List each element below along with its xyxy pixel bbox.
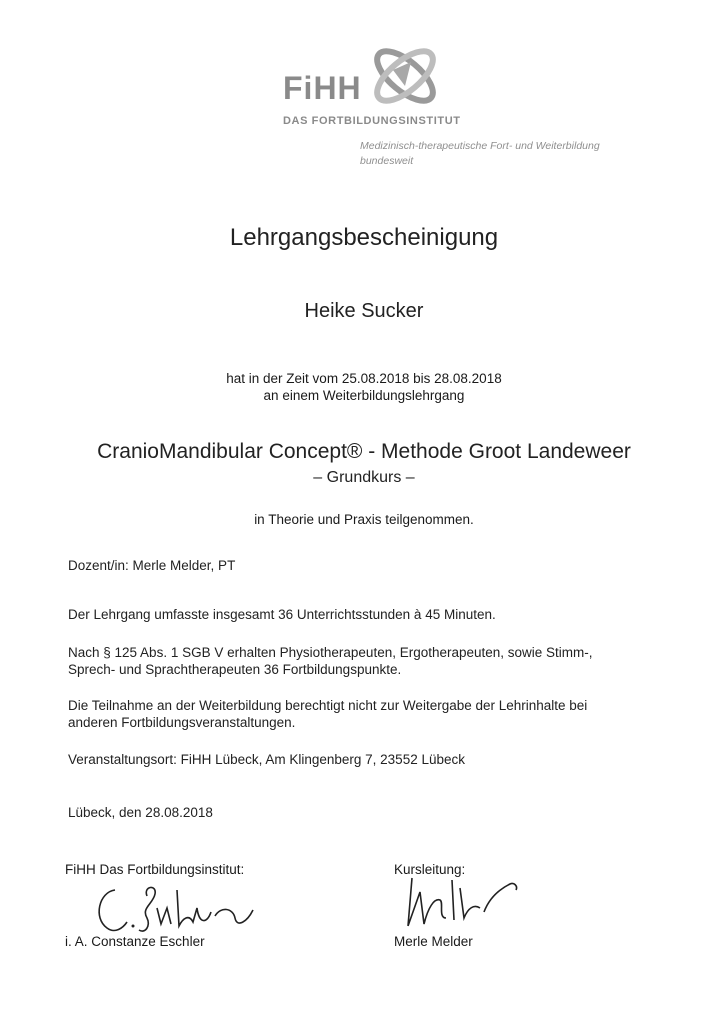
logo-emblem-icon bbox=[365, 40, 445, 112]
period-line: an einem Weiterbildungslehrgang bbox=[263, 388, 465, 403]
points-paragraph bbox=[68, 644, 668, 678]
course-lead-signature-label: Kursleitung: bbox=[394, 862, 466, 877]
institute-signatory-name: i. A. Constanze Eschler bbox=[65, 934, 205, 949]
points-line: Sprech- und Sprachtherapeuten 36 Fortbildungspunkte. bbox=[68, 662, 402, 677]
course-title: CranioMandibular Concept® - Methode Groot Landeweer bbox=[97, 440, 631, 463]
logo-wordmark: FiHH bbox=[283, 70, 362, 106]
course-subtitle: – Grundkurs – bbox=[313, 469, 415, 486]
participation-statement: in Theorie und Praxis teilgenommen. bbox=[254, 512, 474, 527]
rights-line: Die Teilnahme an der Weiterbildung berechtigt nicht zur Weitergabe der Lehrinhalte bei bbox=[68, 698, 588, 713]
institute-signature-icon bbox=[85, 878, 265, 940]
logo-subtitle: DAS FORTBILDUNGSINSTITUT bbox=[283, 115, 461, 127]
points-line: Nach § 125 Abs. 1 SGB V erhalten Physiotherapeuten, Ergotherapeuten, sowie Stimm-, bbox=[68, 645, 593, 660]
course-lead-signature-icon bbox=[398, 868, 528, 936]
tagline bbox=[360, 139, 650, 169]
date-line: Lübeck, den 28.08.2018 bbox=[68, 805, 213, 820]
hours-line: Der Lehrgang umfasste insgesamt 36 Unterrichtsstunden à 45 Minuten. bbox=[68, 607, 496, 622]
period-line: hat in der Zeit vom 25.08.2018 bis 28.08.2018 bbox=[226, 371, 502, 386]
institute-signature-label: FiHH Das Fortbildungsinstitut: bbox=[65, 862, 245, 877]
rights-paragraph bbox=[68, 697, 668, 731]
document-title: Lehrgangsbescheinigung bbox=[229, 224, 499, 251]
course-lead-name: Merle Melder bbox=[394, 934, 473, 949]
course-period bbox=[0, 370, 728, 404]
rights-line: anderen Fortbildungsveranstaltungen. bbox=[68, 715, 296, 730]
tagline-line: bundesweit bbox=[360, 155, 414, 167]
lecturer-line: Dozent/in: Merle Melder, PT bbox=[68, 558, 236, 573]
tagline-line: Medizinisch-therapeutische Fort- und Weiterbildung bbox=[360, 140, 600, 152]
venue-line: Veranstaltungsort: FiHH Lübeck, Am Klingenberg 7, 23552 Lübeck bbox=[68, 752, 465, 767]
participant-name: Heike Sucker bbox=[304, 300, 424, 322]
